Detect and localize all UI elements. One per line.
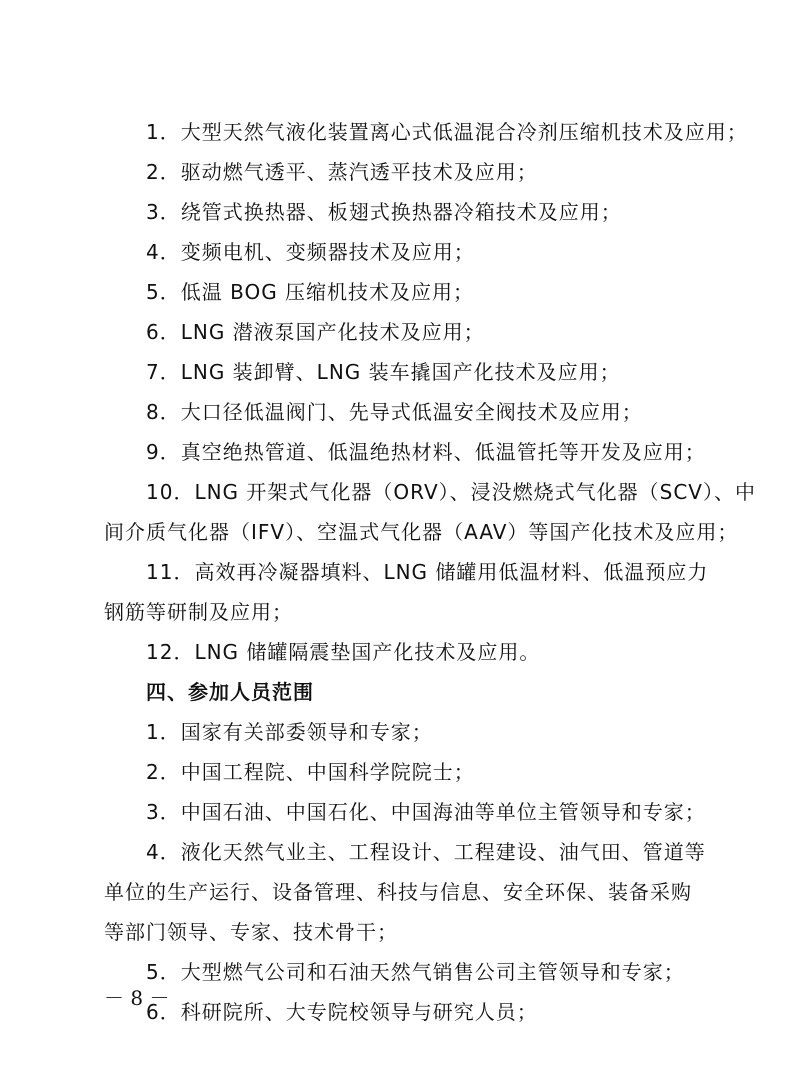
- participant-item-2: 2．中国工程院、中国科学院院士；: [146, 760, 475, 784]
- tech-item-10: 10．LNG 开架式气化器（ORV）、浸没燃烧式气化器（SCV）、中: [146, 480, 756, 504]
- document-body: [104, 112, 756, 1032]
- participant-item-1: 1．国家有关部委领导和专家；: [146, 720, 433, 744]
- tech-item-10-continued: 间介质气化器（IFV）、空温式气化器（AAV）等国产化技术及应用；: [104, 520, 739, 544]
- section-heading: 四、参加人员范围: [146, 680, 314, 704]
- participant-item-4-continued-2: 等部门领导、专家、技术骨干；: [104, 920, 398, 944]
- tech-item-9: 9．真空绝热管道、低温绝热材料、低温管托等开发及应用；: [146, 440, 706, 464]
- participant-item-3: 3．中国石油、中国石化、中国海油等单位主管领导和专家；: [146, 800, 706, 824]
- tech-list: [104, 112, 756, 672]
- tech-item-2: 2．驱动燃气透平、蒸汽透平技术及应用；: [146, 160, 538, 184]
- tech-item-6: 6．LNG 潜液泵国产化技术及应用；: [146, 320, 485, 344]
- tech-item-3: 3．绕管式换热器、板翅式换热器冷箱技术及应用；: [146, 200, 622, 224]
- participant-item-5: 5．大型燃气公司和石油天然气销售公司主管领导和专家；: [146, 960, 685, 984]
- tech-item-7: 7．LNG 装卸臂、LNG 装车撬国产化技术及应用；: [146, 360, 621, 384]
- participant-item-4-continued-1: 单位的生产运行、设备管理、科技与信息、安全环保、装备采购: [104, 880, 692, 904]
- tech-item-11: 11．高效再冷凝器填料、LNG 储罐用低温材料、低温预应力: [146, 560, 709, 584]
- participants-list: [104, 712, 706, 1032]
- tech-item-11-continued: 钢筋等研制及应用；: [104, 600, 293, 624]
- tech-item-4: 4．变频电机、变频器技术及应用；: [146, 240, 475, 264]
- participant-item-6: 6．科研院所、大专院校领导与研究人员；: [146, 1000, 538, 1024]
- tech-item-8: 8．大口径低温阀门、先导式低温安全阀技术及应用；: [146, 400, 643, 424]
- participant-item-4: 4．液化天然气业主、工程设计、工程建设、油气田、管道等: [146, 840, 706, 864]
- tech-item-1: 1．大型天然气液化装置离心式低温混合冷剂压缩机技术及应用；: [146, 120, 748, 144]
- tech-item-5: 5．低温 BOG 压缩机技术及应用；: [146, 280, 475, 304]
- page-number: － 8 －: [104, 986, 170, 1010]
- tech-item-12: 12．LNG 储罐隔震垫国产化技术及应用。: [146, 640, 541, 664]
